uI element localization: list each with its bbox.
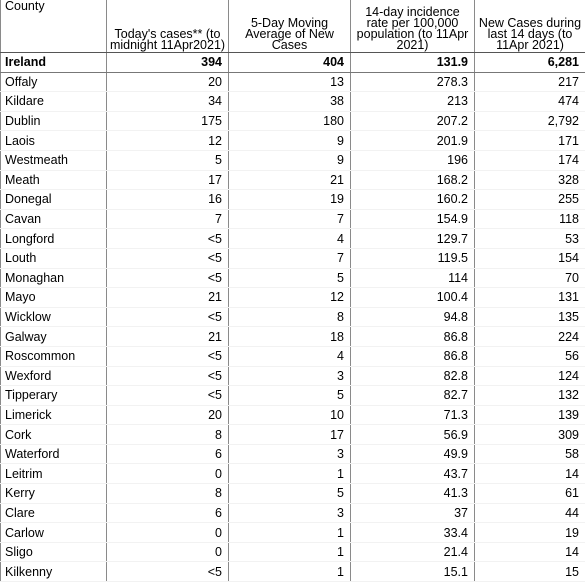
todays-cases-cell: 21 [107,288,229,308]
table-row [1,464,585,484]
new-cases-cell: 118 [475,209,585,229]
todays-cases-cell: <5 [107,366,229,386]
incidence-rate-cell: 43.7 [351,464,475,484]
table-row [1,150,585,170]
todays-cases-cell: <5 [107,229,229,249]
moving-average-cell: 21 [229,170,351,190]
moving-average-cell: 5 [229,386,351,406]
table-row [1,111,585,131]
table-body [1,53,585,582]
incidence-rate-cell: 213 [351,92,475,112]
moving-average-cell: 3 [229,444,351,464]
incidence-rate-cell: 114 [351,268,475,288]
todays-cases-cell: 17 [107,170,229,190]
moving-average-cell: 13 [229,72,351,92]
county-cell: Waterford [1,444,107,464]
incidence-rate-cell: 201.9 [351,131,475,151]
new-cases-cell: 124 [475,366,585,386]
county-cell: Wexford [1,366,107,386]
incidence-rate-cell: 82.8 [351,366,475,386]
incidence-rate-cell: 100.4 [351,288,475,308]
county-cell: Donegal [1,190,107,210]
moving-average-cell: 7 [229,248,351,268]
table-row [1,268,585,288]
todays-cases-cell: 8 [107,484,229,504]
moving-average-cell: 38 [229,92,351,112]
table-row [1,503,585,523]
table-row [1,425,585,445]
incidence-rate-cell: 207.2 [351,111,475,131]
moving-average-cell: 12 [229,288,351,308]
moving-average-cell: 1 [229,523,351,543]
todays-cases-cell: 394 [107,53,229,73]
new-cases-cell: 217 [475,72,585,92]
incidence-rate-cell: 168.2 [351,170,475,190]
incidence-rate-cell: 196 [351,150,475,170]
header-row [1,0,585,53]
todays-cases-cell: 34 [107,92,229,112]
todays-cases-cell: 0 [107,464,229,484]
new-cases-cell: 14 [475,542,585,562]
table-row [1,386,585,406]
moving-average-cell: 404 [229,53,351,73]
county-cell: Kildare [1,92,107,112]
incidence-rate-cell: 71.3 [351,405,475,425]
county-cell: Westmeath [1,150,107,170]
moving-average-cell: 3 [229,503,351,523]
county-cell: Clare [1,503,107,523]
incidence-rate-cell: 37 [351,503,475,523]
incidence-rate-cell: 86.8 [351,327,475,347]
new-cases-cell: 255 [475,190,585,210]
table-row [1,288,585,308]
new-cases-cell: 2,792 [475,111,585,131]
incidence-rate-cell: 131.9 [351,53,475,73]
table-row [1,366,585,386]
todays-cases-cell: 5 [107,150,229,170]
new-cases-cell: 131 [475,288,585,308]
moving-average-cell: 18 [229,327,351,347]
todays-cases-cell: <5 [107,268,229,288]
incidence-rate-cell: 82.7 [351,386,475,406]
new-cases-cell: 70 [475,268,585,288]
header-county: County [1,0,107,53]
new-cases-cell: 19 [475,523,585,543]
moving-average-cell: 19 [229,190,351,210]
county-cell: Carlow [1,523,107,543]
county-cell: Wicklow [1,307,107,327]
moving-average-cell: 1 [229,464,351,484]
header-todays-cases: Today's cases** (to midnight 11Apr2021) [107,0,229,53]
new-cases-cell: 15 [475,562,585,582]
table-row [1,170,585,190]
incidence-rate-cell: 119.5 [351,248,475,268]
new-cases-cell: 58 [475,444,585,464]
new-cases-cell: 56 [475,346,585,366]
incidence-rate-cell: 86.8 [351,346,475,366]
table-row [1,523,585,543]
incidence-rate-cell: 154.9 [351,209,475,229]
new-cases-cell: 132 [475,386,585,406]
todays-cases-cell: 7 [107,209,229,229]
county-cell: Cavan [1,209,107,229]
todays-cases-cell: 8 [107,425,229,445]
todays-cases-cell: <5 [107,248,229,268]
county-cell: Kerry [1,484,107,504]
table-row [1,248,585,268]
county-cell: Laois [1,131,107,151]
new-cases-cell: 61 [475,484,585,504]
header-moving-average: 5-Day Moving Average of New Cases [229,0,351,53]
new-cases-cell: 44 [475,503,585,523]
moving-average-cell: 9 [229,150,351,170]
moving-average-cell: 180 [229,111,351,131]
county-cell: Longford [1,229,107,249]
incidence-rate-cell: 278.3 [351,72,475,92]
new-cases-cell: 139 [475,405,585,425]
county-cell: Galway [1,327,107,347]
new-cases-cell: 14 [475,464,585,484]
county-cell: Ireland [1,53,107,73]
incidence-rate-cell: 33.4 [351,523,475,543]
new-cases-cell: 53 [475,229,585,249]
table-row [1,542,585,562]
moving-average-cell: 7 [229,209,351,229]
new-cases-cell: 328 [475,170,585,190]
new-cases-cell: 6,281 [475,53,585,73]
county-cell: Roscommon [1,346,107,366]
moving-average-cell: 17 [229,425,351,445]
moving-average-cell: 10 [229,405,351,425]
new-cases-cell: 135 [475,307,585,327]
todays-cases-cell: <5 [107,346,229,366]
header-incidence-rate: 14-day incidence rate per 100,000 population (to 11Apr 2021) [351,0,475,53]
moving-average-cell: 9 [229,131,351,151]
header-new-cases-14-days: New Cases during last 14 days (to 11Apr 2021) [475,0,585,53]
new-cases-cell: 154 [475,248,585,268]
county-cell: Tipperary [1,386,107,406]
todays-cases-cell: 175 [107,111,229,131]
incidence-rate-cell: 49.9 [351,444,475,464]
table-row [1,327,585,347]
todays-cases-cell: 16 [107,190,229,210]
table-row [1,484,585,504]
table-row [1,444,585,464]
county-cell: Monaghan [1,268,107,288]
new-cases-cell: 474 [475,92,585,112]
new-cases-cell: 224 [475,327,585,347]
county-cell: Meath [1,170,107,190]
county-cell: Louth [1,248,107,268]
incidence-rate-cell: 129.7 [351,229,475,249]
todays-cases-cell: 6 [107,444,229,464]
incidence-rate-cell: 21.4 [351,542,475,562]
todays-cases-cell: 0 [107,542,229,562]
table-row [1,346,585,366]
new-cases-cell: 171 [475,131,585,151]
moving-average-cell: 1 [229,542,351,562]
todays-cases-cell: <5 [107,386,229,406]
incidence-rate-cell: 160.2 [351,190,475,210]
county-cell: Mayo [1,288,107,308]
moving-average-cell: 5 [229,268,351,288]
moving-average-cell: 1 [229,562,351,582]
incidence-rate-cell: 94.8 [351,307,475,327]
todays-cases-cell: 0 [107,523,229,543]
table-row [1,92,585,112]
moving-average-cell: 3 [229,366,351,386]
county-cell: Limerick [1,405,107,425]
new-cases-cell: 174 [475,150,585,170]
todays-cases-cell: 12 [107,131,229,151]
moving-average-cell: 5 [229,484,351,504]
county-cell: Leitrim [1,464,107,484]
todays-cases-cell: 20 [107,405,229,425]
county-cell: Offaly [1,72,107,92]
incidence-rate-cell: 15.1 [351,562,475,582]
table-row [1,229,585,249]
table-row [1,72,585,92]
table-row [1,307,585,327]
todays-cases-cell: 6 [107,503,229,523]
county-cell: Cork [1,425,107,445]
table-row [1,209,585,229]
county-cell: Kilkenny [1,562,107,582]
todays-cases-cell: <5 [107,562,229,582]
county-cell: Dublin [1,111,107,131]
todays-cases-cell: <5 [107,307,229,327]
incidence-rate-cell: 56.9 [351,425,475,445]
total-row [1,53,585,73]
table-row [1,405,585,425]
todays-cases-cell: 20 [107,72,229,92]
incidence-rate-cell: 41.3 [351,484,475,504]
table-row [1,131,585,151]
moving-average-cell: 4 [229,229,351,249]
new-cases-cell: 309 [475,425,585,445]
todays-cases-cell: 21 [107,327,229,347]
table-row [1,190,585,210]
moving-average-cell: 4 [229,346,351,366]
county-cell: Sligo [1,542,107,562]
moving-average-cell: 8 [229,307,351,327]
